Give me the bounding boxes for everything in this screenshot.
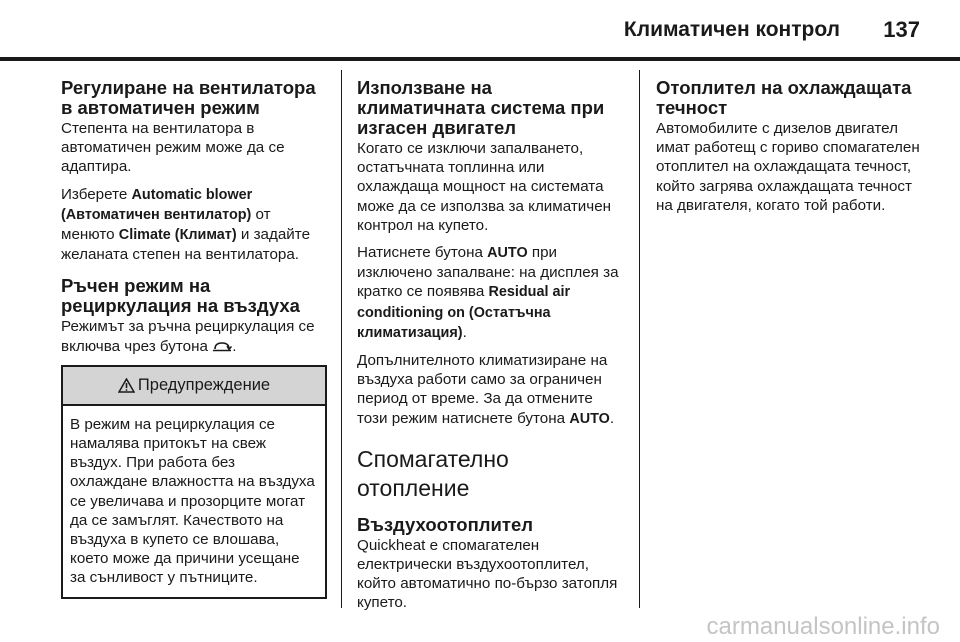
auto-button-label: AUTO bbox=[487, 245, 528, 262]
column-divider-1 bbox=[341, 70, 342, 608]
column-2 bbox=[357, 78, 625, 621]
paragraph: Когато се изключи запалването, остатъчната топлинна или охлаждаща мощност на системата може да се използва за климатичен контрол на купето. bbox=[357, 140, 612, 234]
paragraph: Допълнителното климатизиране на въздуха работи само за ограничен период от време. За да отмените този режим натиснете бутона AUTO. bbox=[357, 352, 615, 427]
paragraph: Степента на вентилатора в автоматичен режим може да се адаптира. bbox=[61, 120, 285, 176]
paragraph: Quickheat е спомагателен електрически въздухоотоплител, който автоматично по-бързо затопля купето. bbox=[357, 536, 618, 612]
display-message: Residual air conditioning on (Остатъчна климатизация) bbox=[357, 284, 571, 341]
warning-box bbox=[61, 365, 327, 599]
column-1 bbox=[61, 78, 327, 599]
recirculation-icon bbox=[212, 338, 232, 349]
paragraph: Натиснете бутона AUTO при изключено запалване: на дисплея за кратко се появява Residual air conditioning on (Остатъчна климатизация). bbox=[357, 244, 619, 341]
warning-header bbox=[63, 367, 325, 406]
section-title: Климатичен контрол bbox=[623, 18, 840, 41]
heading-coolant-heater: Отоплител на охлаждащата течност bbox=[656, 77, 912, 118]
paragraph: Изберете Automatic blower (Автоматичен вентилатор) от менюто Climate (Климат) и задайте желаната степен на вентилатора. bbox=[61, 185, 311, 264]
menu-climate: Climate (Климат) bbox=[118, 227, 237, 244]
column-divider-2 bbox=[639, 70, 640, 608]
page-header bbox=[0, 0, 960, 60]
heading-air-heater: Въздухоотоплител bbox=[357, 513, 534, 535]
heading-auxiliary-heating: Спомагателно отопление bbox=[357, 445, 509, 501]
heading-recirculation: Ръчен режим на рециркулация на въздуха bbox=[61, 275, 300, 317]
paragraph: Режимът за ръчна рециркулация се включва чрез бутона . bbox=[61, 318, 315, 355]
menu-item-automatic-blower: Automatic blower (Автоматичен вентилатор) bbox=[61, 186, 253, 223]
column-3 bbox=[656, 78, 924, 223]
page-number: 137 bbox=[883, 17, 920, 42]
paragraph: Автомобилите с дизелов двигател имат работещ с гориво спомагателен отоплител на охлаждащата течност, който загрява охлаждащата течност на двигателя, когато той работи. bbox=[656, 120, 920, 214]
auto-button-label: AUTO bbox=[569, 410, 610, 427]
heading-fan-auto: Регулиране на вентилатора в автоматичен режим bbox=[61, 77, 316, 118]
watermark: carmanualsonline.info bbox=[706, 613, 940, 640]
warning-title: Предупреждение bbox=[137, 375, 271, 394]
heading-engine-off: Използване на климатичната система при изгасен двигател bbox=[357, 77, 605, 138]
warning-text: В режим на рециркулация се намалява притокът на свеж въздух. При работа без охлаждане влажността на въздуха се увеличава и прозорците могат да се замъглят. Качеството на въздуха в купето се влошава, което може да причини усещане за сънливост у пътниците. bbox=[70, 415, 315, 587]
warning-triangle-icon bbox=[118, 378, 135, 393]
header-rule bbox=[0, 57, 960, 61]
